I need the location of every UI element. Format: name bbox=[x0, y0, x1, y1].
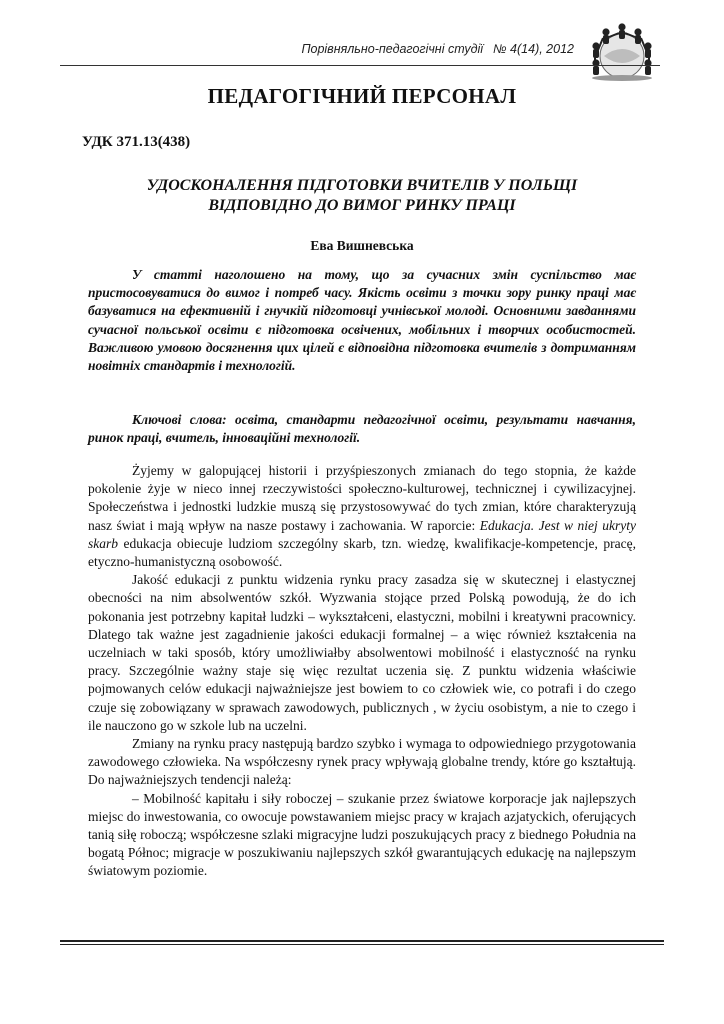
paragraph-2: Jakość edukacji z punktu widzenia rynku pracy zasadza się w skutecznej i elastycznej obecności na nim absolwentów szkół. Wyzwania stojące przed Polską powodują, że do ich pokonania jest potrzebny kapitał ludzki – wykształceni, elastyczni, mobilni i kreatywni pracownicy. Dlatego tak ważne jest zagadnienie jakości edukacji formalnej – a więc również kształcenia na uczelniach w taki sposób, który umożliwiałby absolwentowi mobilność i elastyczność na rynku pracy. Szczególnie ważny staje się więc rezultat uczenia się. Z punktu widzenia właściwie pojmowanych celów edukacji najważniejsze jest bowiem to co człowiek wie, co potrafi i do czego czuje się zobowiązany w sprawach zawodowych, publicznych , w życiu osobistym, a nie to czego i ile nauczono go w szkole lub na uczelni. bbox=[88, 572, 636, 733]
article-title-line-2: ВІДПОВІДНО ДО ВИМОГ РИНКУ ПРАЦІ bbox=[208, 197, 516, 214]
article-title bbox=[0, 176, 724, 216]
section-title: ПЕДАГОГІЧНИЙ ПЕРСОНАЛ bbox=[207, 84, 517, 108]
header-rule bbox=[60, 65, 660, 66]
article-title-line-1: УДОСКОНАЛЕННЯ ПІДГОТОВКИ ВЧИТЕЛІВ У ПОЛЬЩІ bbox=[146, 177, 578, 194]
paragraph-1-end: edukacja obiecuje ludziom szczególny skarb, tzn. wiedzę, kwalifikacje-kompetencje, pracę, etyczno-humanistyczną osobowość. bbox=[88, 535, 636, 570]
issue-number: № 4(14), 2012 bbox=[493, 42, 574, 56]
footer-rule-thick bbox=[60, 940, 664, 942]
abstract: У статті наголошено на тому, що за сучасних змін суспільство має пристосовуватися до вимог і потреб часу. Якість освіти з точки зору ринку праці має базуватися на ефективній і гнучкій підготовці учнівської молоді. Основними завданнями сучасної польської освіти є підготовка освічених, мобільних і творчих особистостей. Важливою умовою досягнення цих цілей є відповідна підготовка вчителів з дотриманням новітніх стандартів і технологій. bbox=[88, 267, 636, 374]
running-header bbox=[301, 42, 574, 56]
author-name: Ева Вишневська bbox=[310, 238, 414, 253]
list-item-1: – Mobilność kapitału i siły roboczej – szukanie przez światowe korporacje jak najlepszych miejsc do inwestowania, co owocuje powstawaniem miejsc pracy w krajach azjatyckich, oferujących tanią siłę roboczą; współczesne szlaki migracyjne ludzi poszukujących pracy z biednego Południa na bogatą Północ; migracje w poszukiwaniu najlepszych szkół gwarantujących edukację na najlepszym światowym poziomie. bbox=[88, 790, 636, 879]
paragraph-1 bbox=[88, 462, 636, 571]
keywords: Ключові слова: освіта, стандарти педагогічної освіти, результати навчання, ринок праці, вчитель, інноваційні технології. bbox=[88, 412, 636, 446]
paragraph-1-start: Żyjemy w galopującej historii i przyśpieszonych zmianach do tego stopnia, że każde pokolenie żyje w nieco innej rzeczywistości społeczno-kulturowej, technicznej i cywilizacyjnej. Społeczeństwa i jednostki ludzkie muszą się przystosowywać do tych zmian, które charakteryzują nasz świat i mają wpływ na nasze postawy i zachowania. W raporcie: bbox=[88, 463, 636, 533]
journal-name: Порівняльно-педагогічні студії bbox=[301, 42, 484, 56]
footer-rule-thin bbox=[60, 944, 664, 945]
body-text bbox=[88, 462, 636, 881]
paragraph-3: Zmiany na rynku pracy następują bardzo szybko i wymaga to odpowiedniego przygotowania zawodowego człowieka. Na współczesny rynek pracy wpływają globalne trendy, które go kształtują. Do najważniejszych tendencji należą: bbox=[88, 736, 636, 788]
people-circle-globe-logo bbox=[582, 20, 662, 82]
udc-code: УДК 371.13(438) bbox=[82, 134, 191, 150]
report-title: Edukacja. Jest w niej ukryty skarb bbox=[88, 517, 636, 551]
